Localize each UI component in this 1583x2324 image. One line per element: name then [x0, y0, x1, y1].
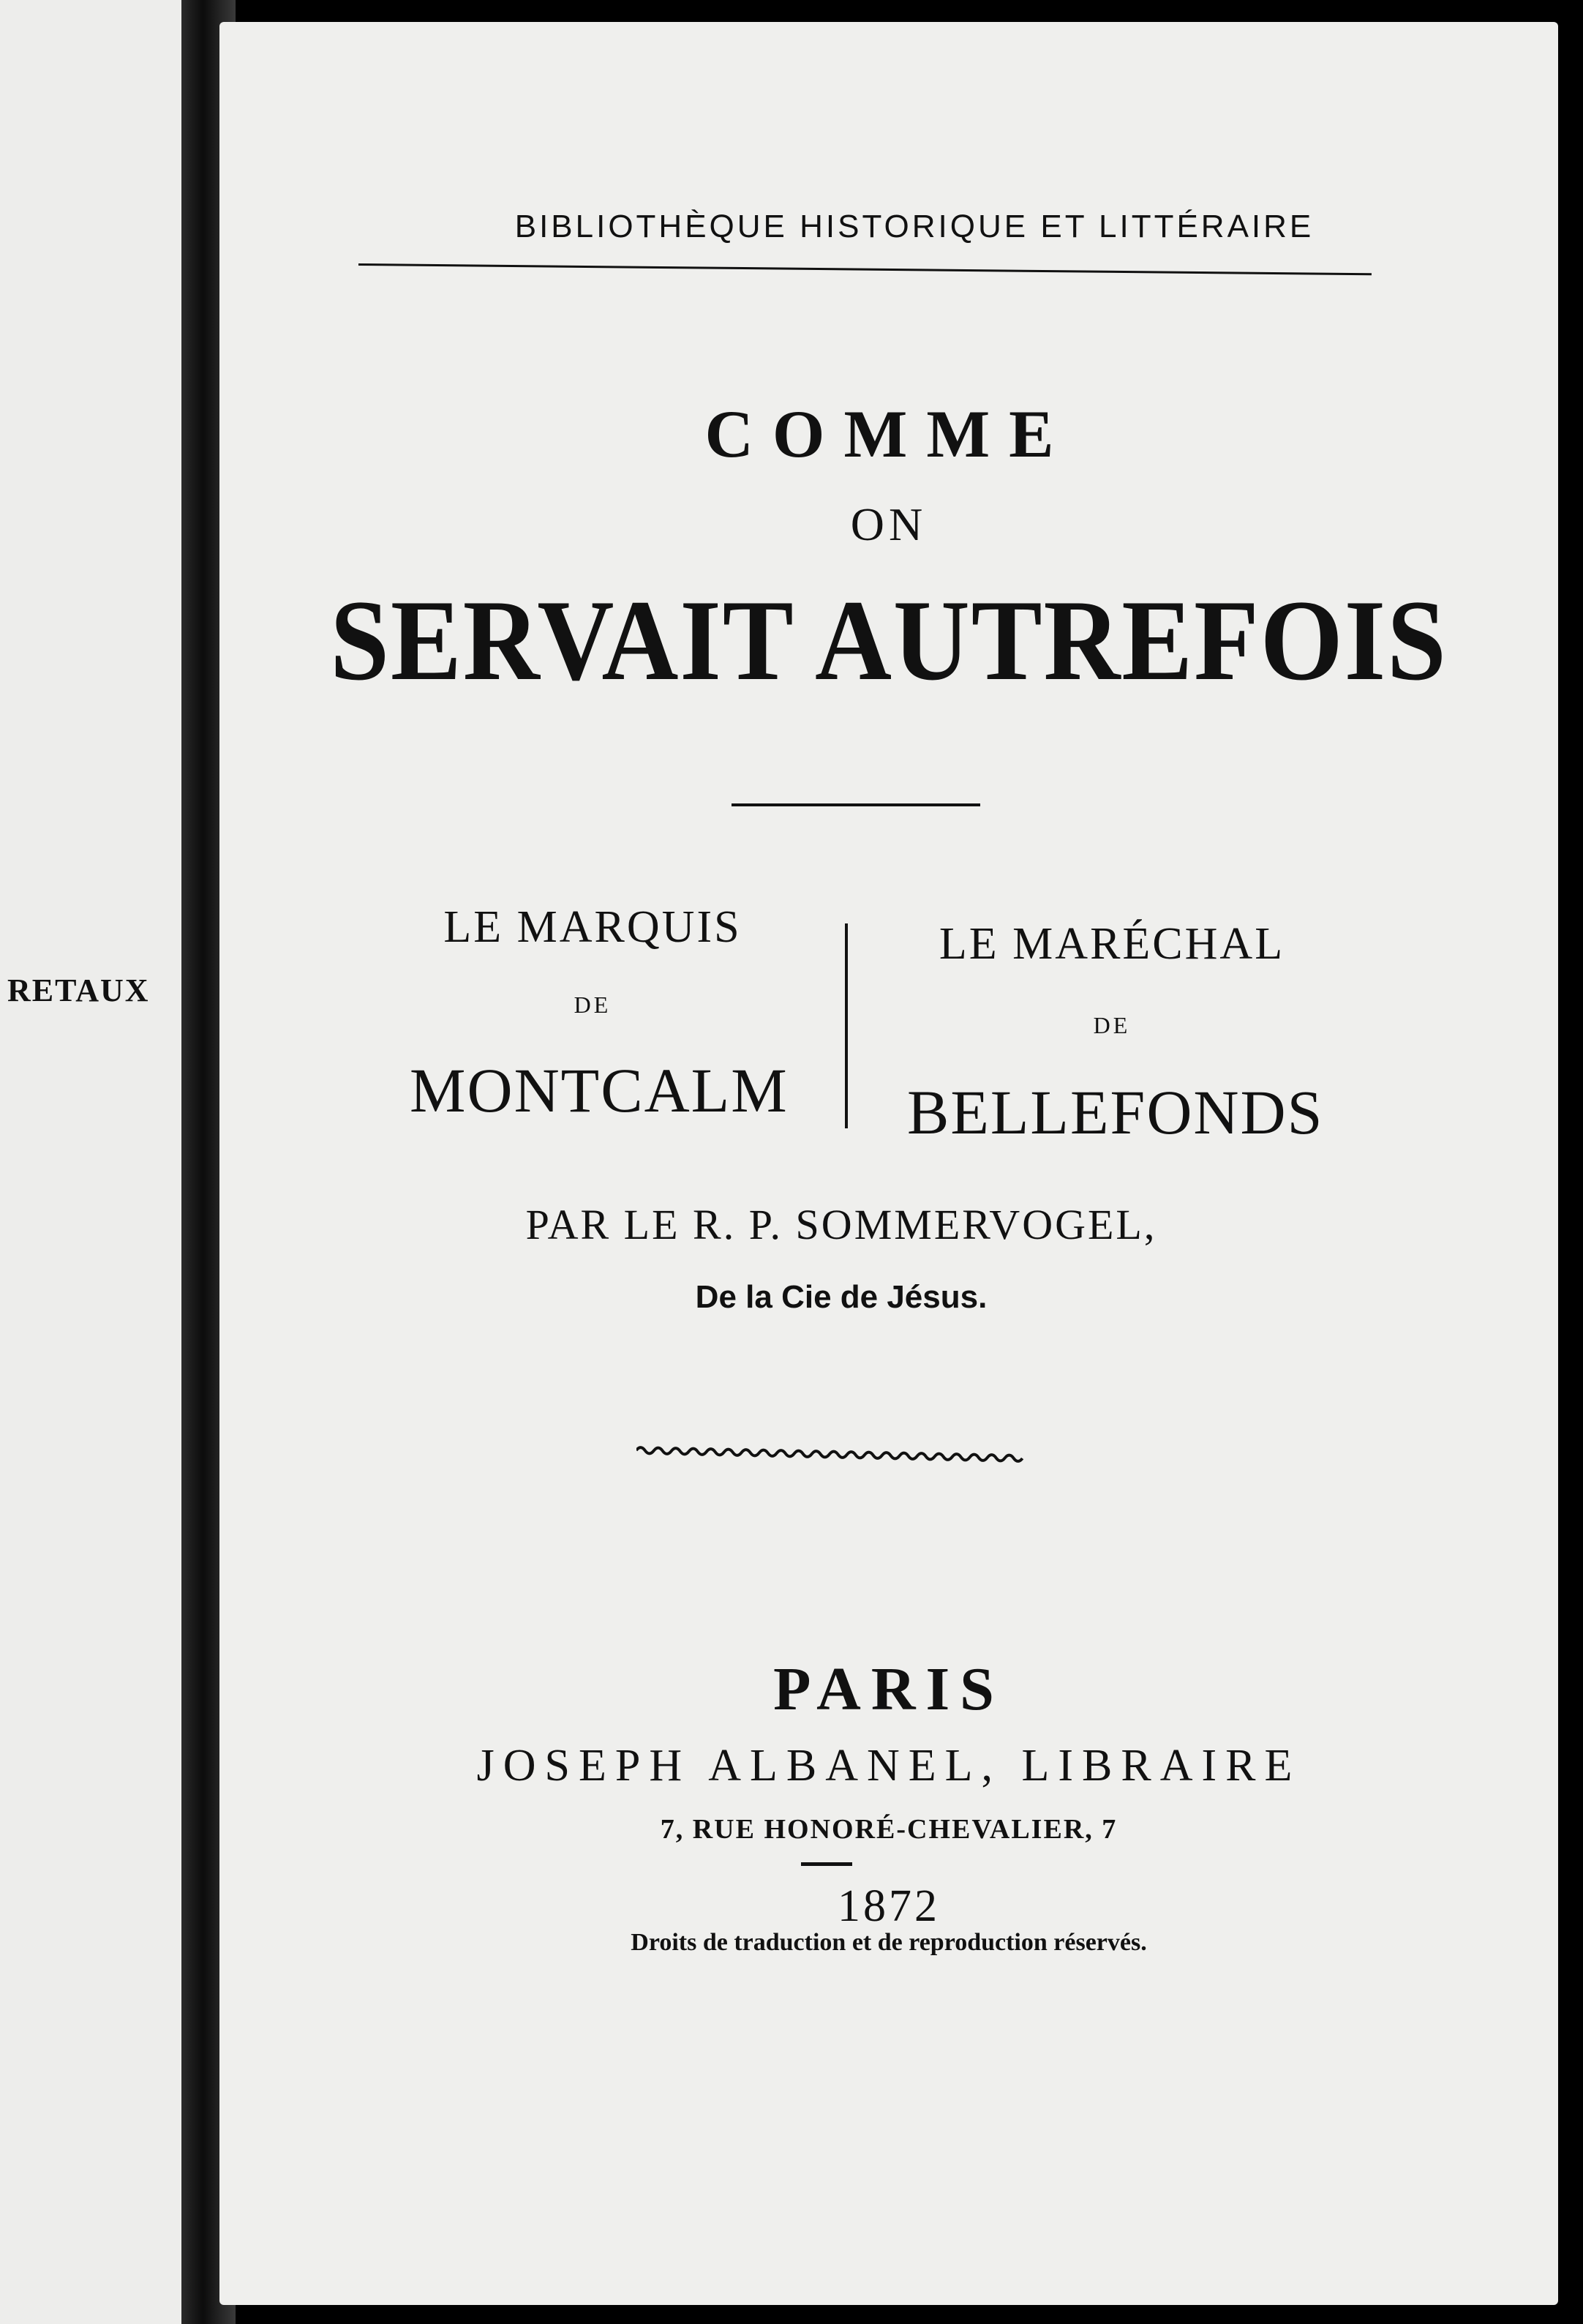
imprint-publisher: JOSEPH ALBANEL, LIBRAIRE: [476, 1741, 1301, 1791]
rights-notice: Droits de traduction et de reproduction réservés.: [631, 1929, 1147, 1956]
imprint-city: PARIS: [773, 1655, 1004, 1723]
column-divider: [845, 923, 848, 1128]
left-subject-line1: LE MARQUIS: [443, 902, 742, 952]
left-subject-name: MONTCALM: [410, 1055, 789, 1125]
title-rule: [732, 803, 980, 806]
title-line-1: COMME: [704, 397, 1073, 471]
right-subject-name: BELLEFONDS: [907, 1077, 1324, 1147]
title-line-2: ON: [850, 498, 928, 550]
ornamental-wavy-rule: [636, 1442, 1031, 1463]
main-title: SERVAIT AUTREFOIS: [330, 577, 1448, 705]
title-page: [219, 22, 1558, 2305]
right-subject-line1: LE MARÉCHAL: [939, 919, 1285, 969]
series-heading: BIBLIOTHÈQUE HISTORIQUE ET LITTÉRAIRE: [514, 209, 1315, 244]
left-page: [0, 0, 183, 2324]
right-subject-line2: DE: [1093, 1012, 1131, 1038]
author-affiliation: De la Cie de Jésus.: [695, 1279, 988, 1315]
left-subject-line2: DE: [574, 992, 612, 1018]
author-line: PAR LE R. P. SOMMERVOGEL,: [525, 1201, 1157, 1248]
left-page-text: RETAUX: [7, 972, 150, 1008]
imprint-address: 7, RUE HONORÉ-CHEVALIER, 7: [660, 1814, 1118, 1845]
imprint-rule: [801, 1862, 852, 1866]
imprint-year: 1872: [838, 1881, 940, 1931]
